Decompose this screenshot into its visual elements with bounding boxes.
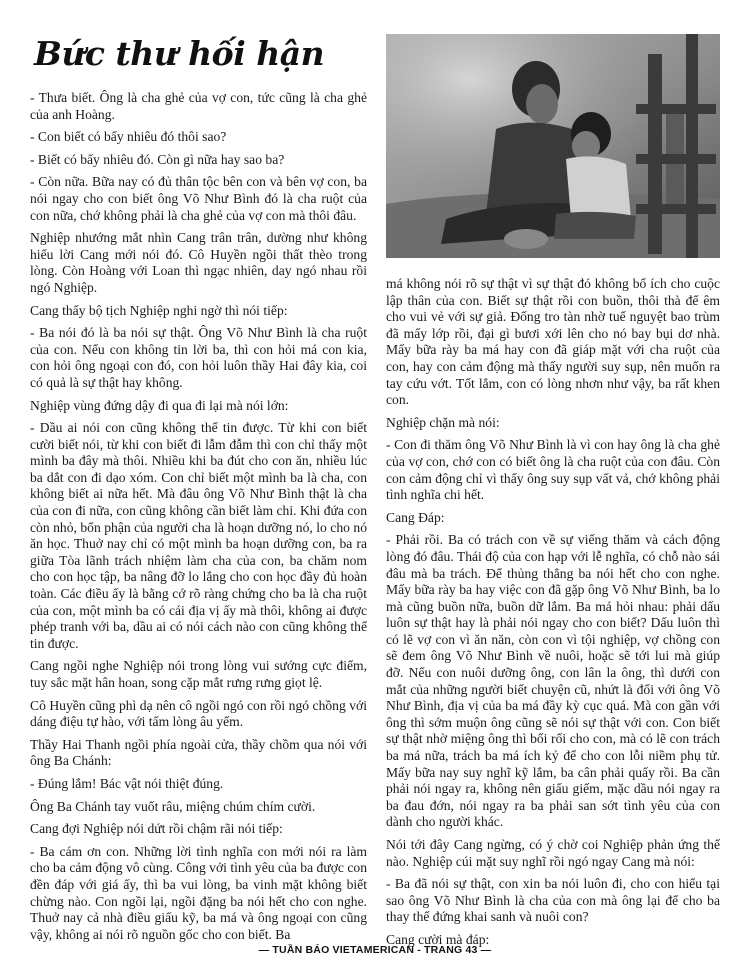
article-paragraph: má không nói rõ sự thật vì sự thật đó không bổ ích cho cuộc lập thân của con. Biết sự thật rồi con buồn, thôi thà để êm cho vui vẻ với sự giả. Đống tro tàn nhờ tuế nguyệt bao trùm đã mấy lớp rồi, đại gì bươi xới lên cho nó bay bụi dơ nhà. Mấy bữa rày ba má hay con đã giáp mặt với cha ruột của con, hay con cảm động mà thấy người suy sụp, nên muốn ra tay cứu vớt. Tốt lắm, con có lòng nhơn như vậy, ba rất khen con.	[386, 276, 720, 408]
article-paragraph: - Thưa biết. Ông là cha ghẻ của vợ con, tức cũng là cha ghẻ của anh Hoàng.	[30, 90, 367, 122]
article-paragraph: - Phải rồi. Ba có trách con về sự viếng thăm và cách động lòng đó đâu. Thái độ của con hạp với lễ nghĩa, có chỗ nào sái đâu mà ba trách. Để thủng thẳng ba nói hết cho con nghe. Mấy bữa rày ba hay việc con đã gặp ông Võ Như Bình, ba lo mà cũng buồn nữa, buồn dữ lắm. Ba má hỏi nhau: phải dấu luôn sự thật hay là phải nói ngay cho con biết? Dấu luôn thì có lẽ vợ con vì ăn năn, còn con vì tội nghiệp, vợ chồng con sẽ đem ông Võ Như Bình về nuôi, hoặc sẽ tới lui mà giúp đỡ. Nếu con nuôi dưỡng ông, con lân la ông, thì dưới con mắt của những người biết chuyện cũ, nhứt là đối với ông Võ Như Bình, địa vị của ba má đầy kỳ cục quá. Mà con gần với ông thì sớm muộn ông cũng sẽ nói sự thật với con. Con biết sự thật nhờ miệng ông thì bối rối cho con, mà có lẽ con trách ba má nữa, trách ba má ích kỷ để cho con lỗi niềm phụ tử. Mấy bữa nay suy nghĩ kỹ lắm, ba cân phải quấy rồi. Ba cần phải nói ngay ra, không nên giấu giếm, mặc dầu nói ngay ra ba đau đớn, nói ngay ra ba phải san sớt tình yêu của con dành cho người khác.	[386, 532, 720, 830]
article-photo	[386, 34, 720, 258]
article-paragraph: - Biết có bấy nhiêu đó. Còn gì nữa hay sao ba?	[30, 151, 285, 167]
page-footer: — TUẦN BÁO VIETAMERICAN - TRANG 43 —	[258, 944, 492, 956]
article-paragraph: Thầy Hai Thanh ngồi phía ngoài cửa, thầy chồm qua nói với ông Ba Chánh:	[30, 736, 367, 769]
photo-man-and-child-icon	[386, 34, 720, 258]
article-paragraph: - Còn nữa. Bữa nay có đủ thân tộc bên con và bên vợ con, ba nói ngay cho con biết ông Võ Như Bình đó là cha ruột của con nữa, chớ không phải là cha ghẻ của vợ con mà thôi đâu.	[30, 174, 367, 223]
article-paragraph: Cang ngồi nghe Nghiệp nói trong lòng vui sướng cực điểm, tuy sắc mặt hân hoan, song cặp mắt rưng rưng giọt lệ.	[30, 658, 367, 690]
article-paragraph: - Dầu ai nói con cũng không thể tin được. Từ khi con biết cười biết nói, từ khi con biết đi lẫm đẫm thì con chỉ thấy một mình ba đây mà thôi. Nhiều khi ba đút cho con ăn, nhiều lúc ba dắt con đi dạo xóm. Con chỉ biết một mình ba là cha, con không biết ai nữa hết. Mà đâu ông Võ Như Bình thật là cha của con đi nữa, con cũng không cần biết làm chi. Khi đứa con còn nhỏ, bổn phận của người cha là hoạn dưỡng nó, lo cho nó ăn học. Thuở nay chỉ có một mình ba hoạn dưỡng con, ba ra giữa Tòa lãnh trách nhiệm làm cha của con, ba chăm nom cho con học tập, ba nâng đỡ lo lắng cho con học đầy đủ hoàn toàn. Các điều ấy là bằng cớ rõ ràng chứng cho ba là cha ruột của con, một mình ba có cái địa vị ấy mà thôi, không ai được phép tranh với ba, dầu ai có nói cách nào con cũng không thể tin được.	[30, 420, 367, 651]
article-title: Bức thư hối hận	[34, 34, 325, 73]
article-paragraph: Cang đợi Nghiệp nói dứt rồi chậm rãi nói tiếp:	[30, 821, 283, 837]
article-paragraph: Nói tới đây Cang ngừng, có ý chờ coi Nghiệp phản ứng thế nào. Nghiệp cúi mặt suy nghĩ rồi ngó ngay Cang mà nói:	[386, 837, 720, 869]
article-paragraph: Cang Đáp:	[386, 509, 445, 525]
article-paragraph: - Con biết có bấy nhiêu đó thôi sao?	[30, 129, 227, 145]
article-paragraph: - Ba cám ơn con. Những lời tình nghĩa con mới nói ra làm cho ba cảm động vô cùng. Công với tình yêu của ba được con đền đáp với giá ấy, thì ba vui lòng, ba vinh mặt không biết chừng nào. Con ngồi lại, ngồi đặng ba nói hết cho con nghe. Thuở nay cả nhà điều giấu kỹ, ba má và ông ngoại con cũng vậy, không ai nói rõ nguồn gốc cho con biết. Ba	[30, 843, 367, 942]
article-paragraph: Nghiệp nhướng mắt nhìn Cang trân trân, dường như không hiểu lời Cang mới nói đó. Cô Huyền ngồi thất thèo trong lòng. Còn Hoàng với Loan thì ngạc nhiên, day ngó nhau rồi ngó Nghiệp.	[30, 230, 367, 295]
article-paragraph: - Ba nói đó là ba nói sự thật. Ông Võ Như Bình là cha ruột của con. Nếu con không tin lời ba, thì con hỏi má con kia, con hỏi ông ngoại con đó, con hỏi luôn thầy Hai đây kia, coi có quả là sự thật hay không.	[30, 325, 367, 390]
article-paragraph: Nghiệp chặn mà nói:	[386, 414, 500, 430]
article-paragraph: Ông Ba Chánh tay vuốt râu, miệng chúm chím cười.	[30, 798, 316, 814]
left-text-column	[30, 90, 367, 942]
article-paragraph: - Ba đã nói sự thật, con xin ba nói luôn đi, cho con hiểu tại sao ông Võ Như Bình là cha của con mà ông lại để cho ba thay thế đứng khai sanh và nuôi con?	[386, 876, 720, 925]
article-paragraph: Cang cười mà đáp:	[386, 931, 490, 947]
right-text-column	[386, 276, 720, 947]
article-paragraph: Nghiệp vùng đứng dậy đi qua đi lại mà nói lớn:	[30, 397, 289, 413]
article-paragraph: - Đúng lắm! Bác vật nói thiệt đúng.	[30, 775, 224, 791]
article-paragraph: - Con đi thăm ông Võ Như Bình là vì con hay ông là cha ghẻ của vợ con, chớ con có biết ông là cha ruột của con đâu. Còn con cảm động chỉ vì thấy ông suy sụp vất vả, chớ không phải tình nghĩa chi hết.	[386, 437, 720, 503]
article-paragraph: Cô Huyền cũng phì dạ nên cô ngồi ngó con rồi ngó chồng với dáng điệu tự hào, với tấm lòng âu yếm.	[30, 697, 367, 730]
article-paragraph: Cang thấy bộ tịch Nghiệp nghi ngờ thì nói tiếp:	[30, 302, 288, 318]
